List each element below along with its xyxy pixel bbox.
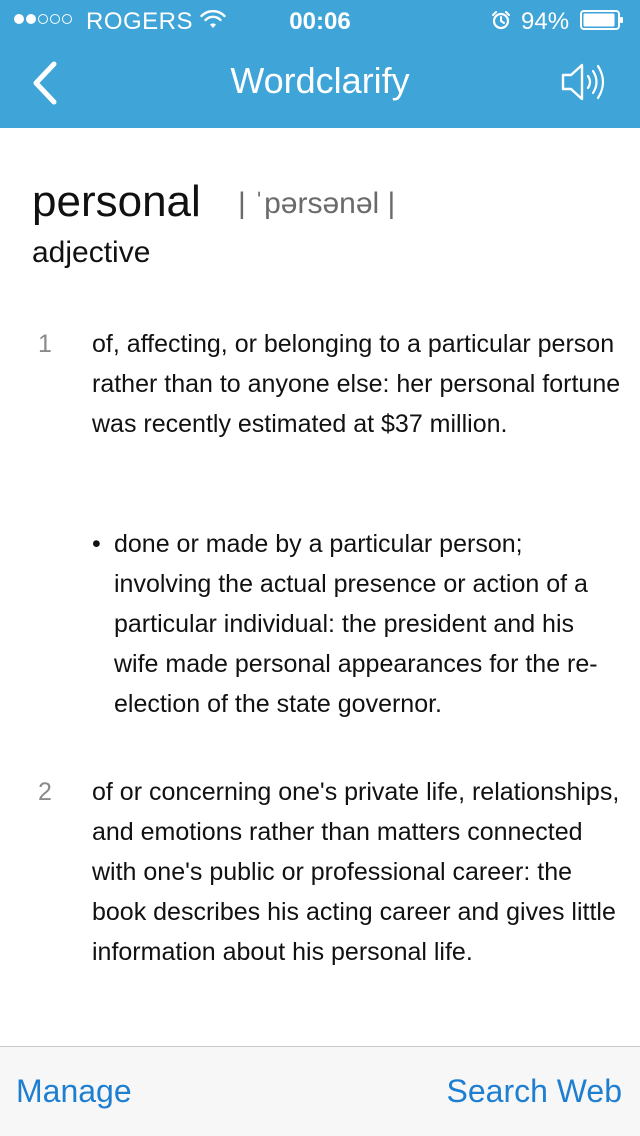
headword: personal (32, 177, 201, 226)
definition-text: of, affecting, or belonging to a particular person rather than to anyone else: her personal fortune was recently estimated at $37 million. (92, 330, 621, 438)
battery-percent: 94% (521, 8, 570, 35)
part-of-speech: adjective (32, 236, 151, 269)
pronounce-button[interactable] (558, 58, 610, 106)
definition-number: 1 (38, 330, 52, 358)
sub-sense (92, 524, 622, 724)
definition-text: of or concerning one's private life, relationships, and emotions rather than matters connected with one's public or professional career: the book describes his acting career and gives little information about his personal life. (92, 778, 620, 966)
battery-icon (580, 10, 624, 30)
status-bar (0, 0, 640, 40)
search-web-button[interactable]: Search Web (446, 1073, 622, 1109)
speaker-icon (558, 58, 610, 106)
definition-number: 2 (38, 778, 52, 806)
manage-button[interactable]: Manage (16, 1073, 132, 1109)
definition-content (0, 128, 640, 1046)
bullet: • (92, 530, 101, 558)
bottom-toolbar (0, 1046, 640, 1136)
app-title: Wordclarify (230, 60, 410, 101)
status-time: 00:06 (289, 8, 351, 35)
sub-sense-text: done or made by a particular person; involving the actual presence or action of a particular individual: the president and his wife made personal appearances for the re-election of the state governor. (114, 530, 598, 718)
pronunciation: | ˈpərsənəl | (238, 187, 396, 220)
alarm-icon (491, 10, 511, 30)
carrier-name: ROGERS (86, 8, 194, 35)
header (0, 0, 640, 128)
